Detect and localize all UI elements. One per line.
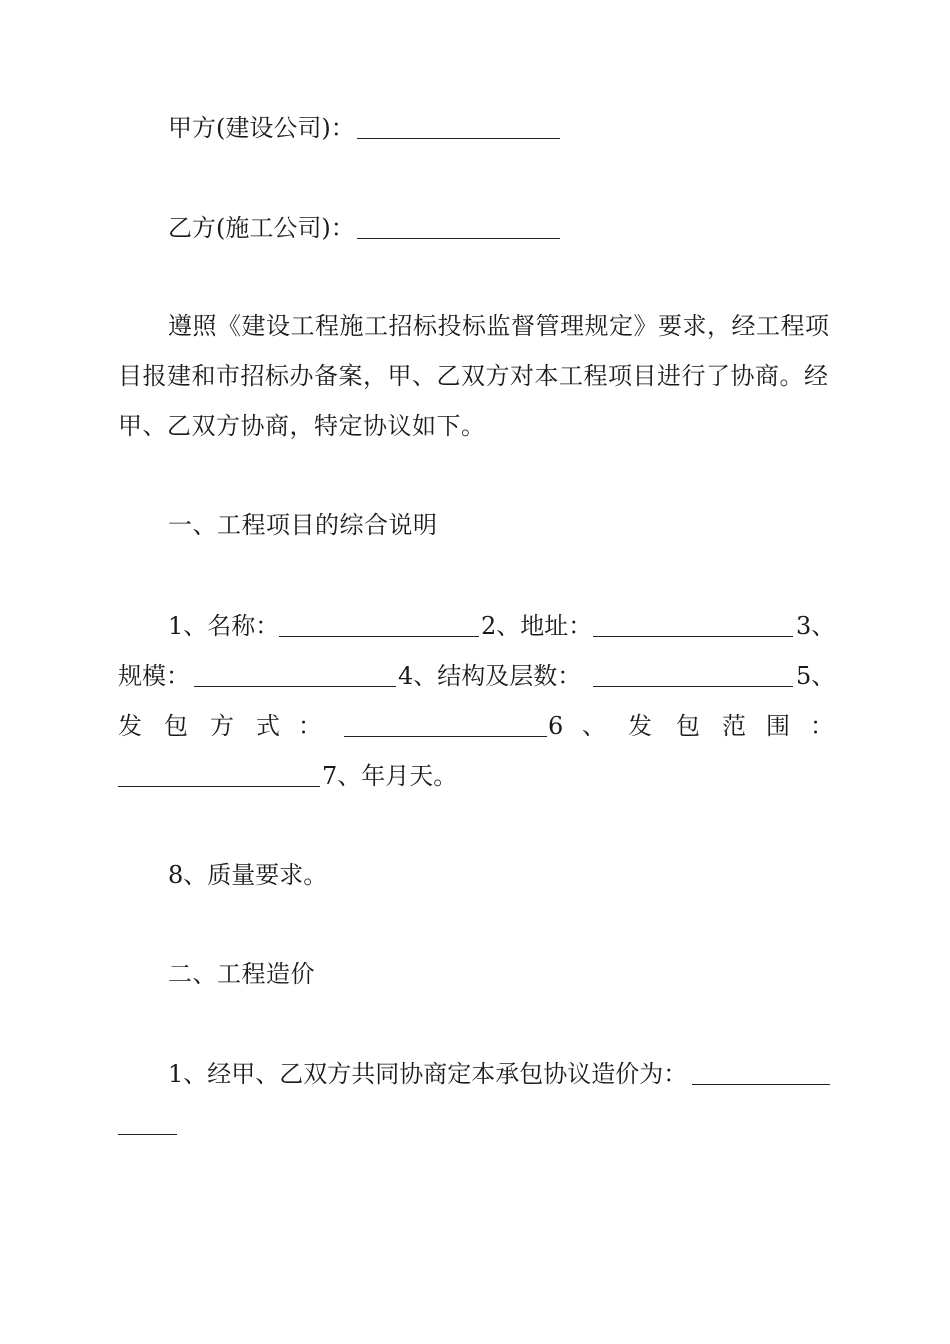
scope-char: ： (810, 712, 834, 740)
intro-line-2 (0, 356, 950, 396)
intro-line-3 (0, 406, 950, 446)
intro-text-1: 遵照《建设工程施工招标投标监督管理规定》要求，经工程项 (168, 312, 830, 340)
section1-heading-line (0, 505, 950, 545)
item-name-blank[interactable] (279, 636, 479, 637)
method-char: 发 (118, 712, 142, 740)
intro-line-1 (0, 306, 950, 346)
items-line-2 (0, 656, 950, 696)
item-quality-label: 8、质量要求。 (168, 861, 328, 889)
method-char: 包 (164, 712, 188, 740)
item-scope-blank[interactable] (118, 786, 320, 787)
item-price-label: 1、经甲、乙双方共同协商定本承包协议造价为： (168, 1060, 688, 1088)
scope-char: 围 (766, 712, 790, 740)
price-line-2 (0, 1104, 950, 1144)
item-price-blank[interactable] (692, 1084, 830, 1085)
item-scale-blank[interactable] (194, 686, 396, 687)
items-line-4 (0, 756, 950, 796)
party-b-line (0, 208, 950, 248)
section2-heading-line (0, 954, 950, 994)
item-date-label: 7、年月天。 (322, 762, 458, 790)
scope-char: 、 (582, 712, 606, 740)
party-a-line (0, 108, 950, 148)
item-structure-label: 4、结构及层数： (398, 662, 582, 690)
section2-heading: 二、工程造价 (168, 960, 315, 988)
scope-char: 范 (722, 712, 746, 740)
intro-text-3: 甲、乙双方协商，特定协议如下。 (118, 412, 486, 440)
items-line-3 (0, 706, 950, 746)
method-char: 式 (256, 712, 280, 740)
party-b-blank[interactable] (357, 238, 560, 239)
scope-char: 包 (676, 712, 700, 740)
item-scale-label: 规模： (118, 662, 190, 690)
party-b-label: 乙方(施工公司)： (168, 214, 355, 242)
item-name-label: 1、名称： (168, 612, 280, 640)
items-line-1 (0, 606, 950, 646)
section1-heading: 一、工程项目的综合说明 (168, 511, 438, 539)
item-scale-number: 3、 (796, 612, 836, 640)
scope-char: 发 (628, 712, 652, 740)
intro-text-2: 目报建和市招标办备案，甲、乙双方对本工程项目进行了协商。经 (118, 362, 829, 390)
item-price-blank-cont[interactable] (118, 1134, 177, 1135)
price-line-1 (0, 1054, 950, 1094)
scope-char: 6 (548, 712, 564, 740)
item-address-blank[interactable] (593, 636, 793, 637)
party-a-label: 甲方(建设公司)： (168, 114, 355, 142)
item-address-label: 2、地址： (481, 612, 593, 640)
method-char: 方 (210, 712, 234, 740)
item-quality-line (0, 855, 950, 895)
item-method-blank[interactable] (344, 736, 547, 737)
item-structure-blank[interactable] (593, 686, 793, 687)
party-a-blank[interactable] (357, 138, 560, 139)
method-char: ： (298, 712, 322, 740)
item-method-number: 5、 (796, 662, 836, 690)
